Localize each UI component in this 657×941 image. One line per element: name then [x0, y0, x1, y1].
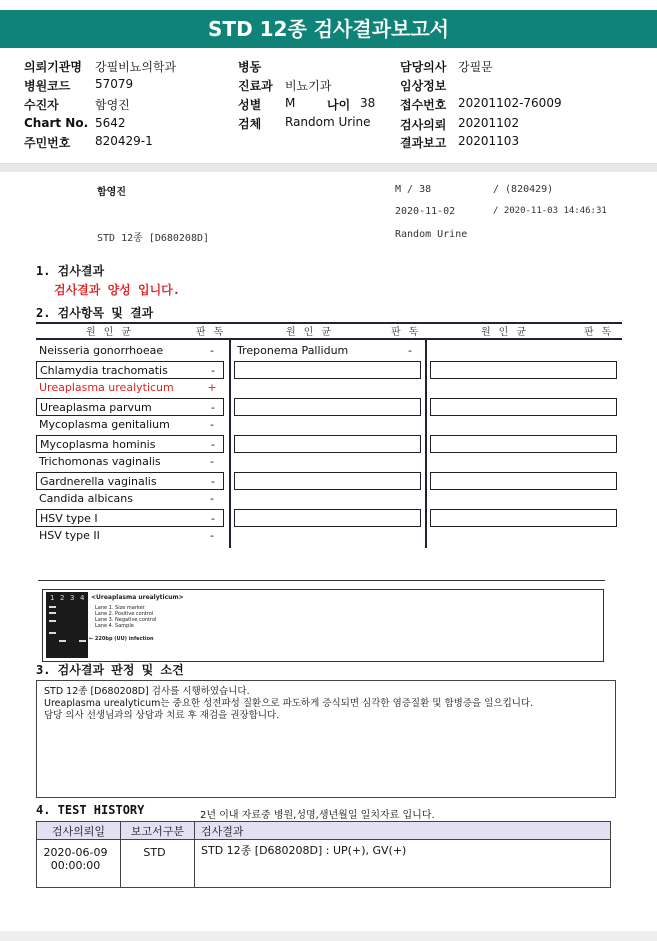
pathogen-name: Ureaplasma urealyticum — [39, 381, 174, 394]
doctor-value: 강필문 — [458, 60, 493, 74]
column-divider — [229, 340, 231, 548]
gel-band — [59, 640, 66, 642]
col2-row — [234, 342, 419, 360]
pathogen-result: - — [210, 529, 214, 542]
pathogen-result: - — [211, 474, 215, 488]
empty-result-box — [430, 509, 617, 527]
lane-number: 3 — [70, 594, 75, 602]
empty-result-box — [234, 398, 421, 416]
pathogen-row — [36, 435, 224, 453]
resident-value: 820429-1 — [95, 134, 153, 148]
col3-pathogen-header: 원인균 — [481, 327, 534, 338]
opinion-line: Ureaplasma urealyticum는 중요한 성전파성 질환으로 파도하게 증식되면 심각한 염증질환 및 합병증을 일으킵니다. — [44, 698, 534, 709]
table-row — [37, 840, 611, 888]
pathogen-result: + — [207, 381, 217, 394]
received-date: 2020-11-02 — [395, 206, 456, 217]
empty-result-box — [430, 398, 617, 416]
gel-electrophoresis-image — [46, 592, 88, 658]
specimen-type: Random Urine — [395, 229, 468, 240]
pathogen-result: - — [210, 455, 214, 468]
report-label: 결과보고 — [400, 136, 447, 150]
pathogen-name: Neisseria gonorrhoeae — [39, 344, 164, 357]
hospital-code-value: 57079 — [95, 77, 134, 91]
section2-title: 2. 검사항목 및 결과 — [36, 306, 154, 320]
pathogen-name: Ureaplasma parvum — [40, 400, 152, 414]
chart-value: 5642 — [95, 116, 126, 130]
gel-heading: <Ureaplasma urealyticum> — [91, 594, 184, 601]
pathogen-row — [36, 453, 224, 471]
test-code: STD 12종 [D680208D] — [97, 233, 210, 244]
gel-band — [49, 612, 56, 614]
pathogen-row — [36, 527, 224, 545]
col2-result-header: 판독 — [391, 327, 427, 338]
patient-name: 함영진 — [97, 187, 126, 198]
positive-result-message: 검사결과 양성 입니다. — [54, 283, 181, 297]
gel-image-frame — [42, 589, 604, 662]
pathogen-name: Trichomonas vaginalis — [39, 455, 161, 468]
pathogen-result: - — [211, 400, 215, 414]
pathogen-name: Treponema Pallidum — [237, 344, 349, 357]
gel-legend-line: Lane 3. Negative control — [95, 617, 157, 623]
clinical-label: 임상정보 — [400, 79, 447, 93]
empty-result-box — [234, 361, 421, 379]
sex-label: 성별 — [238, 98, 262, 112]
empty-result-box — [234, 435, 421, 453]
gel-band — [49, 620, 56, 622]
col1-result-header: 판독 — [196, 327, 232, 338]
pathogen-result: - — [408, 344, 412, 357]
doctor-label: 담당의사 — [400, 60, 447, 74]
pathogen-row — [36, 416, 224, 434]
gel-legend-line: Lane 2. Positive control — [95, 611, 154, 617]
patient-birth: / (820429) — [493, 184, 554, 195]
pathogen-row — [36, 490, 224, 508]
history-note: 2년 이내 자료중 병원,성명,생년월일 일치자료 입니다. — [200, 810, 435, 821]
pathogen-row — [36, 472, 224, 490]
history-date: 2020-06-09 — [43, 846, 108, 859]
footer-bar — [0, 931, 657, 941]
pathogen-name: Chlamydia trachomatis — [40, 363, 168, 377]
history-table — [36, 821, 611, 888]
age-value: 38 — [360, 96, 376, 110]
patient-value: 함영진 — [95, 98, 130, 112]
history-header-row — [37, 822, 611, 840]
pathogen-result: - — [211, 363, 215, 377]
col3-result-header: 판독 — [584, 327, 620, 338]
report-title: STD 12종 검사결과보고서 — [0, 10, 657, 48]
history-type: STD — [121, 840, 195, 888]
empty-result-box — [430, 472, 617, 490]
empty-result-box — [430, 435, 617, 453]
history-date-cell — [37, 840, 121, 888]
results-grid — [36, 322, 622, 550]
pathogen-result: - — [211, 437, 215, 451]
gel-band — [49, 606, 56, 608]
pathogen-name: Mycoplasma genitalium — [39, 418, 170, 431]
ward-label: 병동 — [238, 60, 262, 74]
gel-band — [79, 640, 86, 642]
reported-datetime: / 2020-11-03 14:46:31 — [493, 206, 607, 216]
pathogen-result: - — [210, 344, 214, 357]
chart-label: Chart No. — [24, 116, 89, 130]
section4-title: 4. TEST HISTORY — [36, 803, 145, 817]
resident-label: 주민번호 — [24, 136, 71, 150]
institution-label: 의뢰기관명 — [24, 60, 82, 74]
receipt-label: 접수번호 — [400, 98, 447, 112]
dept-value: 비뇨기과 — [285, 79, 332, 93]
history-result: STD 12종 [D680208D] : UP(+), GV(+) — [195, 840, 611, 888]
sex-value: M — [285, 96, 296, 110]
pathogen-result: - — [210, 492, 214, 505]
request-value: 20201102 — [458, 116, 520, 130]
col2-pathogen-header: 원인균 — [286, 327, 339, 338]
opinion-box — [36, 680, 616, 798]
pathogen-row — [36, 361, 224, 379]
empty-result-box — [430, 361, 617, 379]
history-header-type: 보고서구분 — [121, 822, 195, 840]
col1-pathogen-header: 원인균 — [86, 327, 139, 338]
pathogen-name: HSV type II — [39, 529, 100, 542]
report-value: 20201103 — [458, 134, 520, 148]
pathogen-name: Mycoplasma hominis — [40, 437, 156, 451]
history-header-result: 검사결과 — [195, 822, 611, 840]
section1-title: 1. 검사결과 — [36, 264, 105, 278]
empty-result-box — [234, 509, 421, 527]
history-header-date: 검사의뢰일 — [37, 822, 121, 840]
section3-title: 3. 검사결과 판정 및 소견 — [36, 663, 184, 677]
patient-label: 수진자 — [24, 98, 59, 112]
history-time: 00:00:00 — [50, 859, 101, 872]
dept-label: 진료과 — [238, 79, 273, 93]
institution-value: 강필비뇨의학과 — [95, 60, 177, 74]
pathogen-row — [36, 342, 224, 360]
hospital-code-label: 병원코드 — [24, 79, 71, 93]
pathogen-name: Candida albicans — [39, 492, 133, 505]
column-divider — [425, 340, 427, 548]
pathogen-row — [36, 398, 224, 416]
section-divider — [0, 164, 657, 172]
receipt-value: 20201102-76009 — [458, 96, 562, 110]
pathogen-result: - — [210, 418, 214, 431]
gel-legend-line: Lane 1. Size marker — [95, 605, 145, 611]
gel-image-area — [38, 580, 605, 662]
gel-marker-label: ← 220bp (UU) infection — [89, 636, 154, 642]
gel-legend-line: Lane 4. Sample — [95, 623, 134, 629]
specimen-value: Random Urine — [285, 115, 371, 129]
pathogen-row — [36, 509, 224, 527]
pathogen-row — [36, 379, 224, 397]
opinion-line: 담당 의사 선생님과의 상담과 치료 후 재검을 권장합니다. — [44, 710, 280, 721]
pathogen-result: - — [211, 511, 215, 525]
pathogen-name: Gardnerella vaginalis — [40, 474, 157, 488]
pathogen-name: HSV type I — [40, 511, 98, 525]
age-label: 나이 — [327, 98, 351, 112]
lane-number: 4 — [80, 594, 85, 602]
opinion-line: STD 12종 [D680208D] 검사를 시행하였습니다. — [44, 686, 250, 697]
empty-result-box — [234, 472, 421, 490]
lane-number: 1 — [50, 594, 55, 602]
request-label: 검사의뢰 — [400, 118, 447, 132]
report-info-block — [0, 52, 657, 164]
patient-sex-age: M / 38 — [395, 184, 432, 195]
gel-band — [49, 632, 56, 634]
specimen-label: 검체 — [238, 117, 262, 131]
lane-number: 2 — [60, 594, 65, 602]
